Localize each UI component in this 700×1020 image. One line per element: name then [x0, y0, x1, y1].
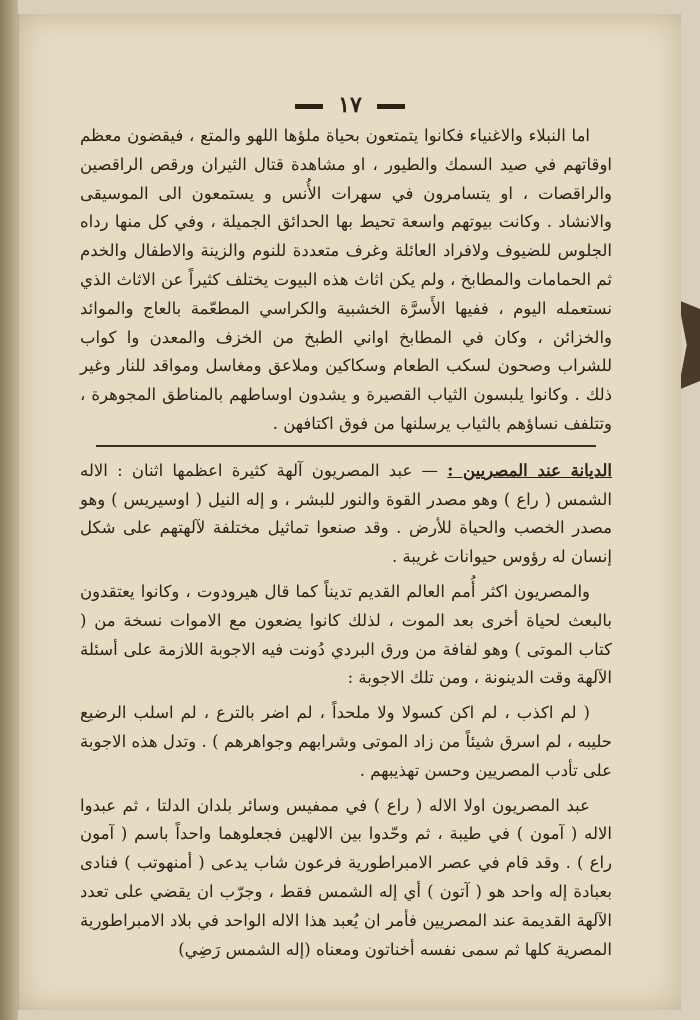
- page-header: [19, 92, 681, 118]
- header-dash-left: [295, 104, 323, 109]
- paragraph-nobles: اما النبلاء والاغنياء فكانوا يتمتعون بحياة ملؤها اللهو والمتع ، فيقضون معظم اوقاتهم في صيد السمك والطيور ، او مشاهدة قتال الثيران ورقص الراقصين والراقصات ، او يتسامرون في سهرات الأُنس و يستمعون الى الموسيقى والانشاد . وكانت بيوتهم واسعة تحيط بها الحدائق الجميلة ، وفي كل منها رداه الجلوس للضيوف ولافراد العائلة وغرف متعددة للنوم والزينة والاطفال والخدم ثم الحمامات والمطابخ ، ولم يكن اثاث هذه البيوت يختلف كثيراً عن الاثاث الذي نستعمله اليوم ، ففيها الأَسرَّة الخشبية والكراسي المطعّمة بالعاج والموائد والخزائن ، وكان في المطابخ اواني الطبخ من الخزف والمعدن وا كواب للشراب وصحون لسكب الطعام وسكاكين وملاعق ومغاسل ومواقد للنار وغير ذلك . وكانوا يلبسون الثياب القصيرة و يشدون اوساطهم بالمناطق المجوهرة ، وتتلفف نساؤهم بالثياب يرسلنها من فوق اكتافهن .: [80, 126, 612, 433]
- page-number: ١٧: [338, 92, 362, 118]
- paragraph-afterlife: والمصريون اكثر أُمم العالم القديم تديناً كما قال هيرودوت ، وكانوا يعتقدون بالبعث لحياة أخرى بعد الموت ، لذلك كانوا يضعون مع الاموات نسخة من ( كتاب الموتى ) وهو لفافة من ورق البردي دُونت فيه الاجوبة اللازمة على أسئلة الآلهة وقت الدينونة ، ومن تلك الاجوبة :: [80, 581, 612, 688]
- book-binding: [0, 0, 18, 1020]
- page-body: [80, 122, 612, 970]
- header-dash-right: [377, 104, 405, 109]
- religion-heading: الديانة عند المصريين :: [447, 460, 612, 480]
- religion-text: — عبد المصريون آلهة كثيرة اعظمها اثنان : الاله الشمس ( راع ) وهو مصدر القوة والنور للبشر ، و إله النيل ( اوسيريس ) وهو مصدر الخصب والحياة للأرض . وقد صنعوا تماثيل مختلفة لآلهتهم على شكل إنسان له رؤوس حيوانات غريبة .: [80, 460, 612, 567]
- section-divider: [96, 445, 596, 447]
- page-tear: [678, 300, 700, 390]
- paragraph-religion: [80, 457, 612, 572]
- paragraph-answers: ( لم اكذب ، لم اكن كسولا ولا ملحداً ، لم اضر بالترع ، لم اسلب الرضيع حليبه ، لم اسرق شيئاً من زاد الموتى وشرابهم وجواهرهم ) . وتدل هذه الاجوبة على تأدب المصريين وحسن تهذيبهم .: [80, 703, 612, 780]
- paragraph-gods: عبد المصريون اولا الاله ( راع ) في ممفيس وسائر بلدان الدلتا ، ثم عبدوا الاله ( آمون ) في طيبة ، ثم وحّدوا بين الالهين فجعلوهما واحداً باسم ( آمون راع ) . وقد قام في عصر الامبراطورية فرعون شاب يدعى ( أمنهوتب ) فنادى بعبادة إله واحد هو ( آتون ) أي إله الشمس فقط ، وجرّب ان يقضي على تعدد الآلهة القديمة عند المصريين فأمر ان يُعبد هذا الاله الواحد في بلاد الامبراطورية المصرية كلها ثم سمى نفسه أخناتون ومعناه (إله الشمس رَضِي): [80, 795, 612, 959]
